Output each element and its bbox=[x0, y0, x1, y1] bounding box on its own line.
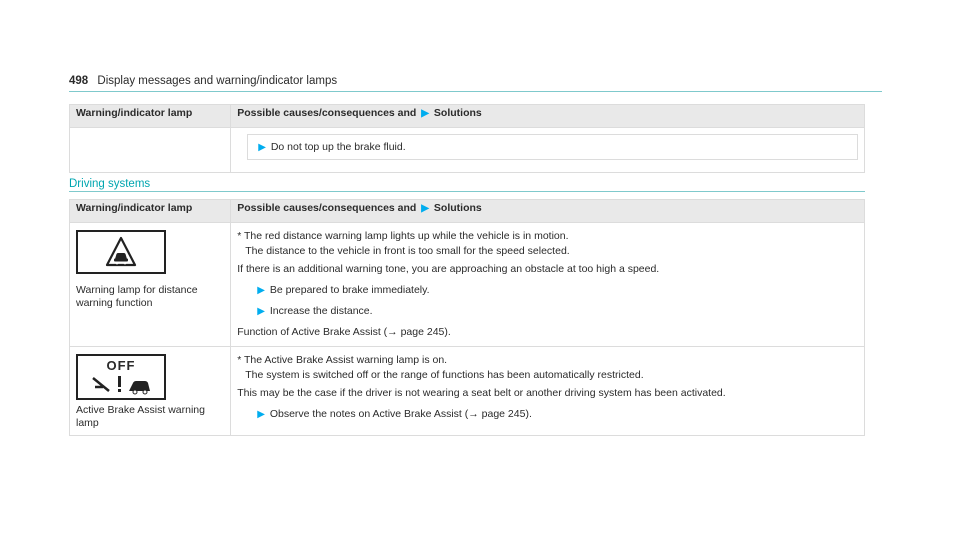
distance-warning-icon bbox=[76, 230, 166, 274]
solution-step-text: Be prepared to brake immediately. bbox=[269, 284, 430, 296]
driving-systems-table bbox=[69, 199, 865, 436]
table-header-lamp: Warning/indicator lamp bbox=[70, 200, 231, 223]
causes-cell bbox=[231, 223, 865, 347]
cause-line: * The red distance warning lamp lights up while the vehicle is in motion. bbox=[237, 230, 569, 242]
table-header-causes-text: Possible causes/consequences and bbox=[237, 107, 417, 119]
header-divider bbox=[69, 91, 882, 92]
solution-step-text: Observe the notes on Active Brake Assist (→ page 245). bbox=[269, 408, 532, 420]
cause-line: The distance to the vehicle in front is too small for the speed selected. bbox=[245, 245, 570, 257]
lamp-cell bbox=[70, 347, 231, 436]
solution-box bbox=[247, 134, 858, 160]
cause-line: The system is switched off or the range of functions has been automatically restricted. bbox=[245, 369, 644, 381]
play-arrow-icon: ▶ bbox=[257, 285, 265, 296]
lamp-cell bbox=[70, 223, 231, 347]
cause-line: * The Active Brake Assist warning lamp is on. bbox=[237, 354, 448, 366]
cause-line: If there is an additional warning tone, you are approaching an obstacle at too high a speed. bbox=[237, 263, 660, 275]
table-row bbox=[70, 223, 865, 347]
icon-off-text: OFF bbox=[106, 358, 136, 373]
cause-line: This may be the case if the driver is not wearing a seat belt or another driving system has been activated. bbox=[237, 387, 726, 399]
play-arrow-icon: ▶ bbox=[258, 142, 266, 153]
table-header-solutions-text: Solutions bbox=[433, 202, 482, 214]
section-title: Driving systems bbox=[69, 178, 151, 190]
table-header-causes bbox=[231, 200, 865, 223]
table-header-lamp: Warning/indicator lamp bbox=[70, 105, 231, 128]
solution-text: Do not top up the brake fluid. bbox=[270, 141, 406, 153]
solution-cell bbox=[231, 128, 865, 173]
page-header-title: Display messages and warning/indicator lamps bbox=[97, 75, 338, 87]
active-brake-assist-off-icon bbox=[76, 354, 166, 400]
solution-step bbox=[237, 408, 858, 421]
solution-step bbox=[237, 284, 858, 297]
table-header-solutions-text: Solutions bbox=[433, 107, 482, 119]
causes-cell bbox=[231, 347, 865, 436]
lamp-label: Warning lamp for distance warning function bbox=[76, 284, 198, 309]
empty-lamp-cell bbox=[70, 128, 231, 173]
lamp-label: Active Brake Assist warning lamp bbox=[76, 404, 205, 429]
page-number: 498 bbox=[69, 75, 89, 87]
table-row bbox=[70, 347, 865, 436]
table-header-causes bbox=[231, 105, 865, 128]
solution-step-text: Increase the distance. bbox=[269, 305, 373, 317]
play-arrow-icon: ▶ bbox=[257, 306, 265, 317]
play-arrow-icon: ▶ bbox=[421, 203, 429, 214]
play-arrow-icon: ▶ bbox=[421, 108, 429, 119]
solution-step bbox=[237, 305, 858, 318]
table-header-causes-text: Possible causes/consequences and bbox=[237, 202, 417, 214]
page-header bbox=[69, 75, 882, 89]
brake-fluid-table bbox=[69, 104, 865, 173]
play-arrow-icon: ▶ bbox=[257, 409, 265, 420]
page-reference: Function of Active Brake Assist (→ page 245). bbox=[237, 326, 451, 338]
section-divider bbox=[69, 191, 865, 192]
